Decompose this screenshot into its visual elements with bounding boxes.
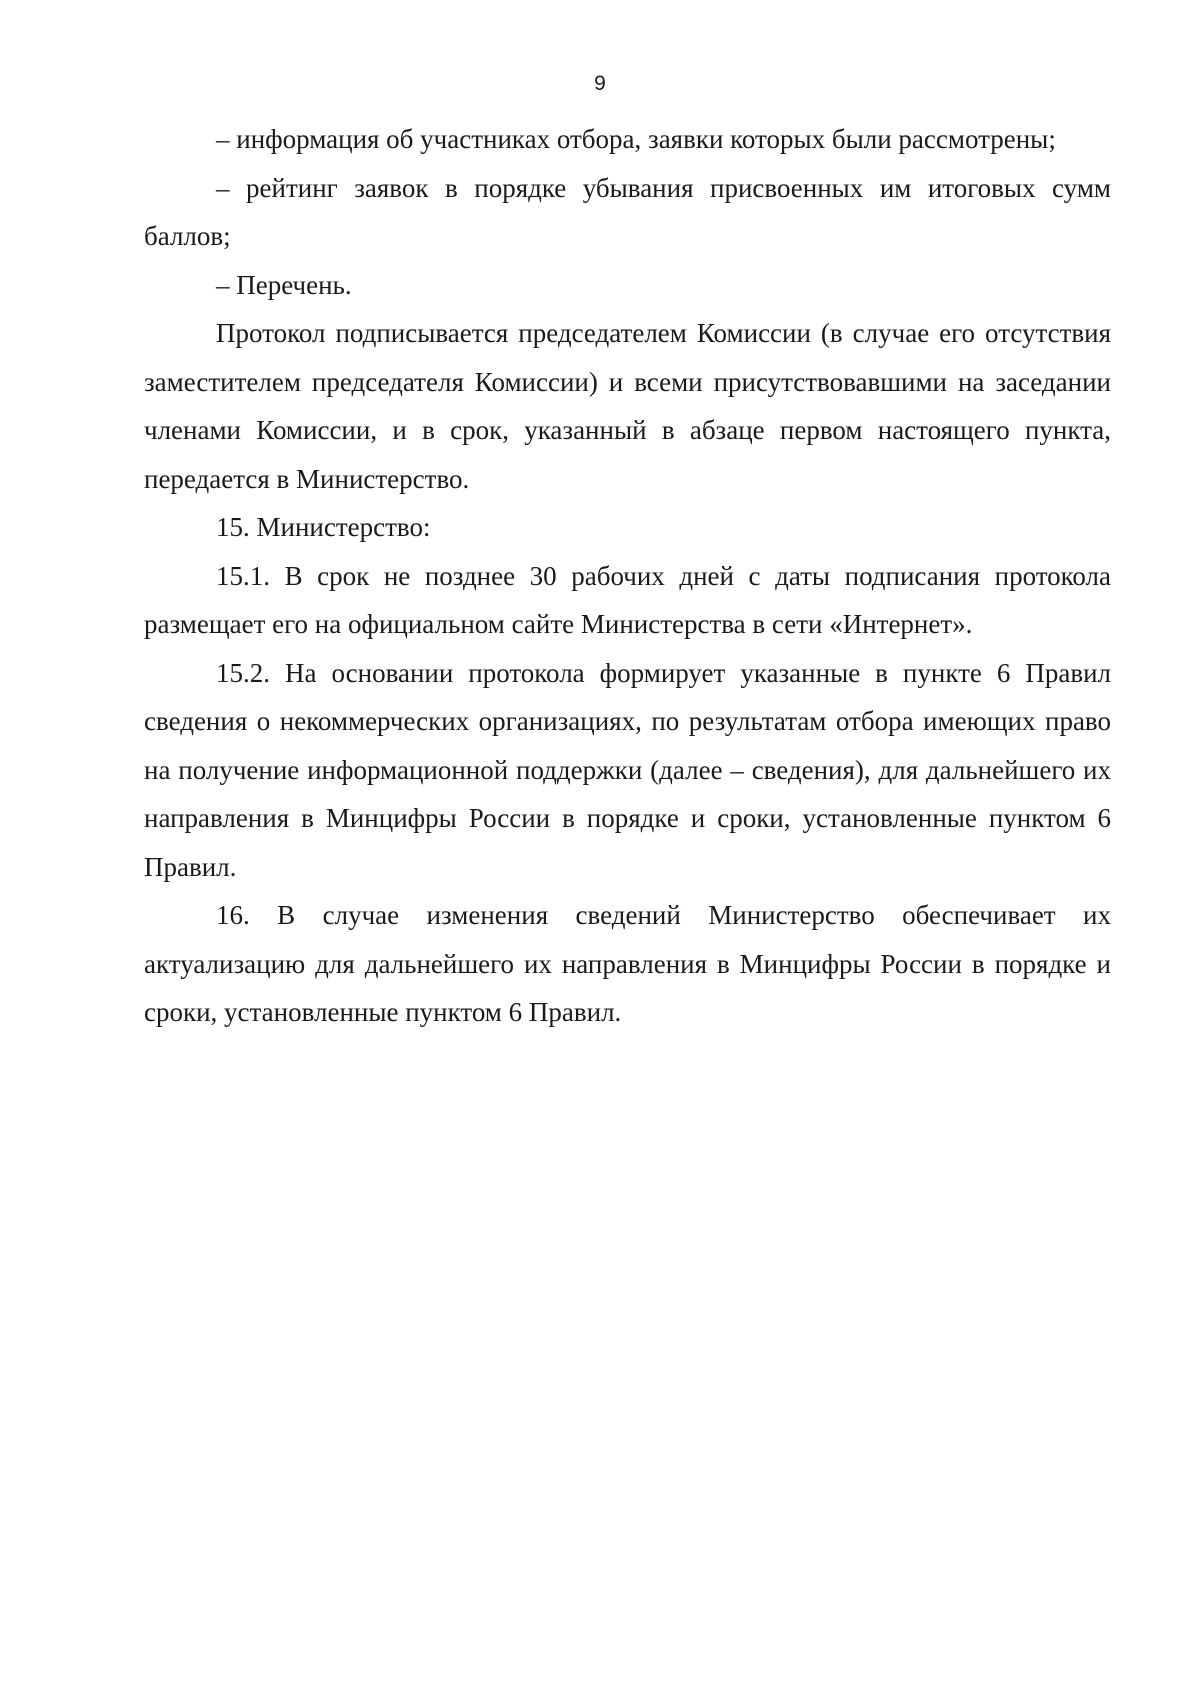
list-item-participants-info: – информация об участниках отбора, заявки которых были рассмотрены; — [216, 124, 1056, 154]
list-item-applications-rating: – рейтинг заявок в порядке убывания присвоенных им итоговых сумм баллов; — [144, 172, 1111, 251]
document-body — [144, 115, 1111, 1037]
clause-15-heading: 15. Министерство: — [216, 512, 431, 542]
clause-16: 16. В случае изменения сведений Министерство обеспечивает их актуализацию для дальнейшего их направления в Минцифры России в порядке и сроки, установленные пунктом 6 Правил. — [144, 900, 1111, 1027]
list-item-list: – Перечень. — [216, 269, 352, 300]
clause-15-2: 15.2. На основании протокола формирует указанные в пункте 6 Правил сведения о некоммерческих организациях, по результатам отбора имеющих право на получение информационной поддержки (далее – сведения), для дальнейшего их направления в Минцифры России в порядке и сроки, установленные пунктом 6 Правил. — [144, 657, 1111, 882]
clause-15-1: 15.1. В срок не позднее 30 рабочих дней с даты подписания протокола размещает его на официальном сайте Министерства в сети «Интернет». — [144, 560, 1111, 639]
page-number: 9 — [594, 72, 606, 95]
paragraph-protocol-signing: Протокол подписывается председателем Комиссии (в случае его отсутствия заместителем председателя Комиссии) и всеми присутствовавшими на заседании членами Комиссии, и в срок, указанный в абзаце первом настоящего пункта, передается в Министерство. — [144, 318, 1111, 494]
